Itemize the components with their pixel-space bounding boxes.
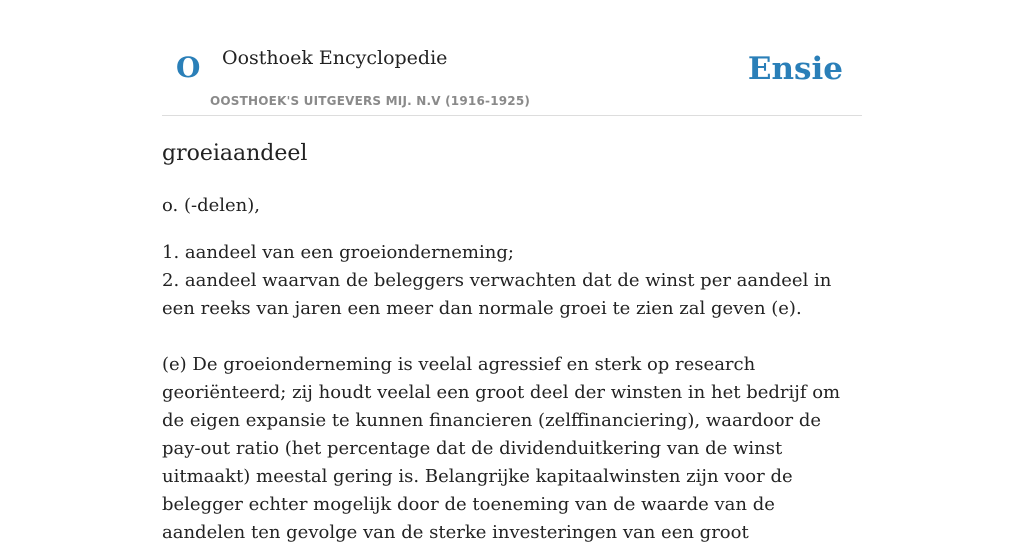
paragraph-spacer bbox=[162, 323, 862, 351]
ensie-logo-link[interactable]: Ensie bbox=[747, 51, 843, 87]
publisher-label: OOSTHOEK'S UITGEVERS MIJ. N.V (1916-1925) bbox=[210, 94, 531, 108]
source-header bbox=[162, 0, 862, 116]
entry-headword: groeiaandeel bbox=[162, 141, 308, 166]
definition-item: 2. aandeel waarvan de beleggers verwachten dat de winst per aandeel in een reeks van jaren een meer dan normale groei te zien zal geven (e). bbox=[162, 270, 832, 319]
definition-item: 1. aandeel van een groeionderneming; bbox=[162, 242, 514, 263]
source-logo: O bbox=[176, 51, 201, 84]
source-title[interactable]: Oosthoek Encyclopedie bbox=[222, 47, 448, 69]
explanatory-note: (e) De groeionderneming is veelal agressief en sterk op research georiënteerd; zij houdt veelal een groot deel der winsten in het bedrijf om de eigen expansie te kunnen financieren (zelffinanciering), waardoor de pay-out ratio (het percentage dat de dividenduitkering van de winst uitmaakt) meestal gering is. Belangrijke kapitaalwinsten zijn voor de belegger echter mogelijk door de toeneming van de waarde van de aandelen ten gevolge van de sterke investeringen van een groot bbox=[162, 354, 841, 543]
entry-body bbox=[162, 192, 862, 547]
page-container bbox=[162, 0, 862, 543]
grammar-note: o. (-delen), bbox=[162, 195, 260, 216]
